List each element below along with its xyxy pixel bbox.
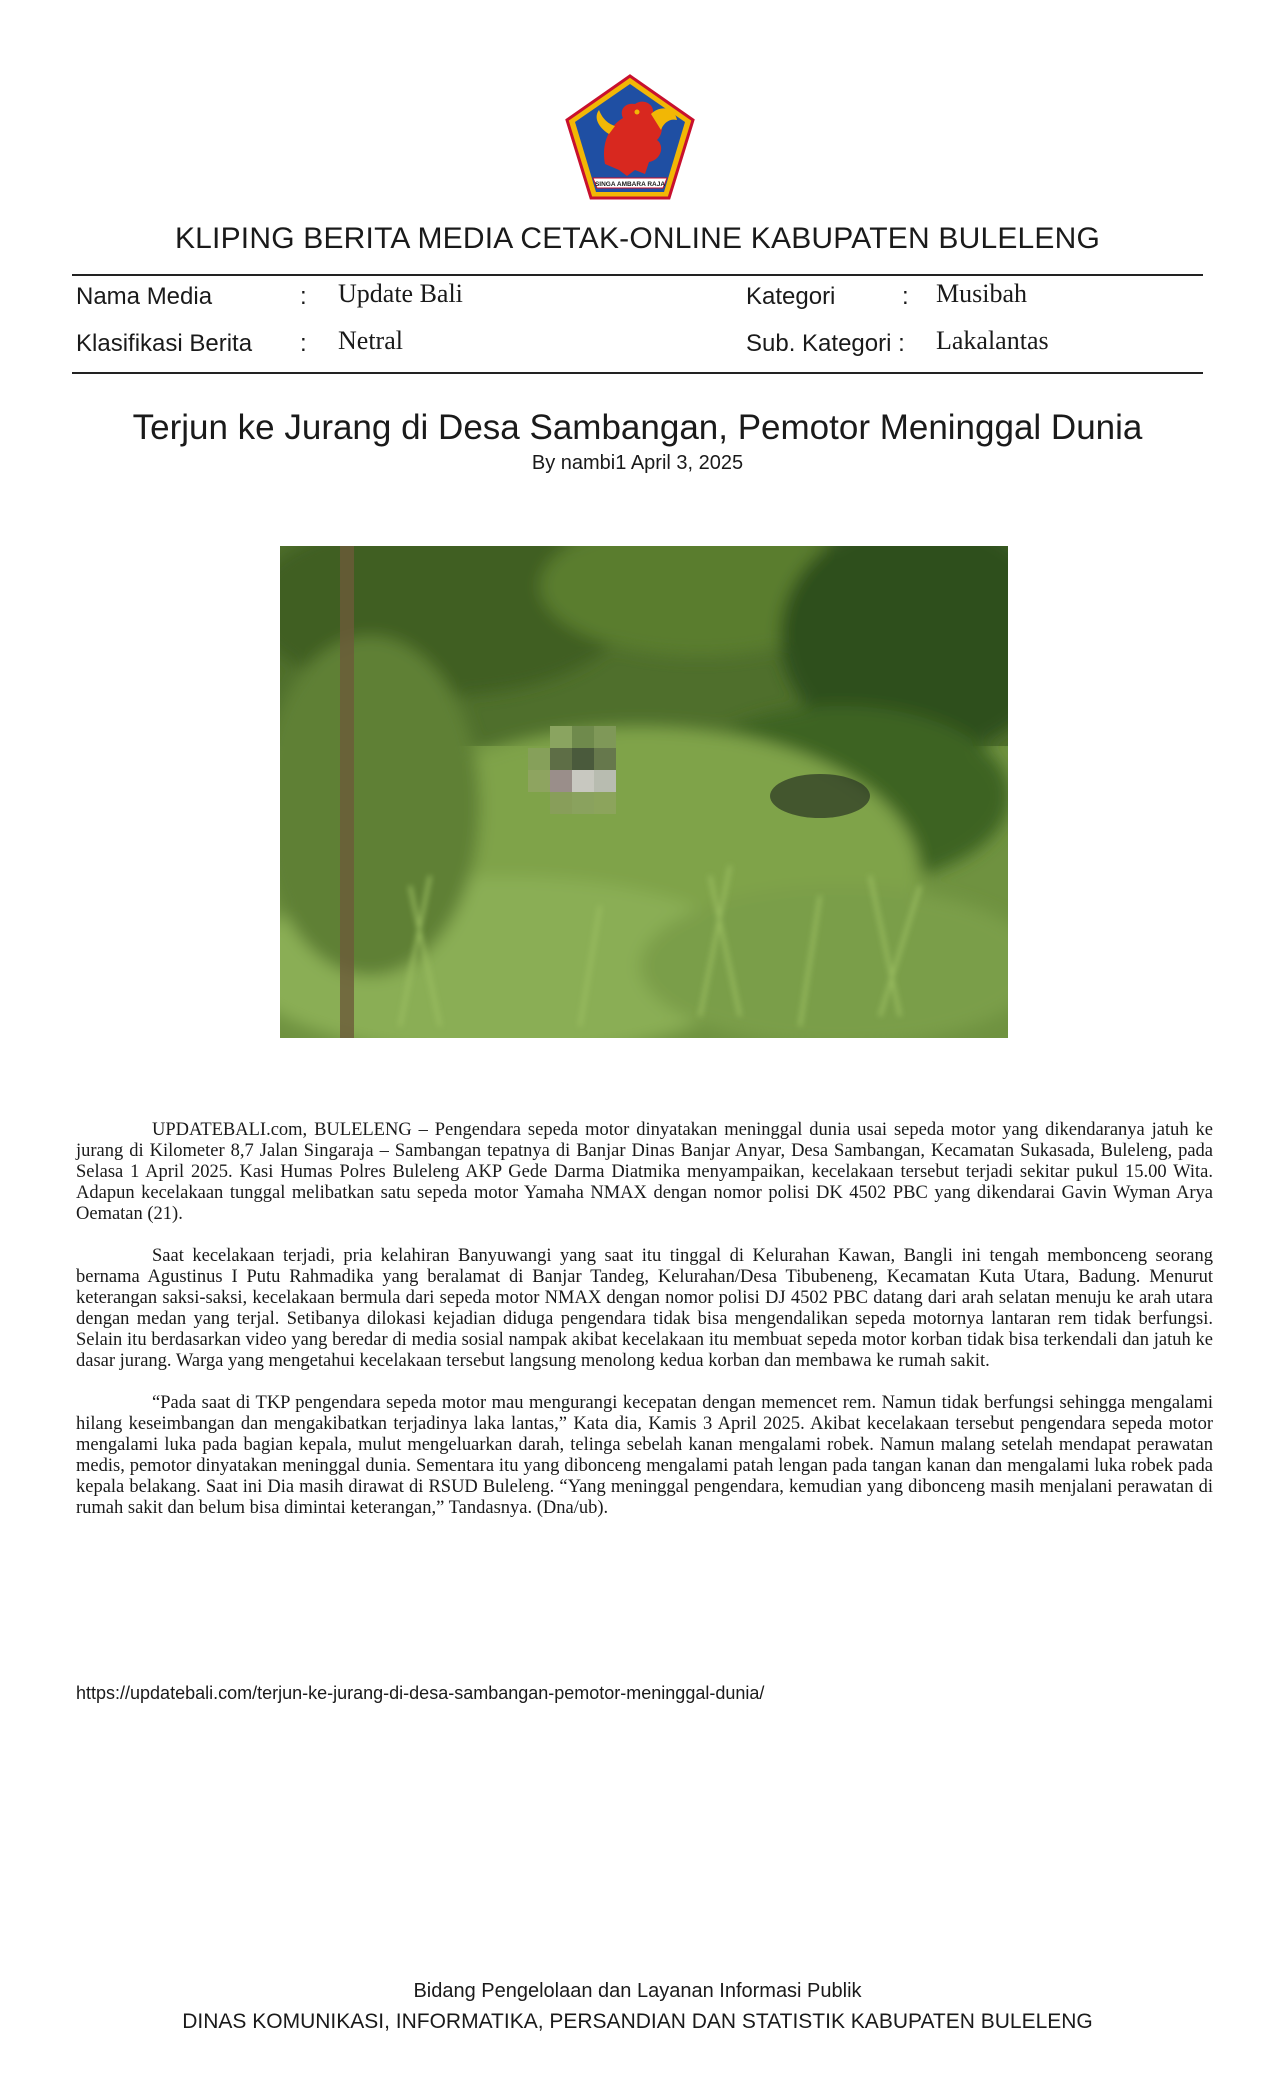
buleleng-emblem-logo xyxy=(565,74,695,201)
footer-agency: DINAS KOMUNIKASI, INFORMATIKA, PERSANDIAN DAN STATISTIK KABUPATEN BULELENG xyxy=(182,2010,1093,2033)
media-colon: : xyxy=(300,283,307,310)
article-photo xyxy=(280,546,1008,1038)
article-byline: By nambi1 April 3, 2025 xyxy=(531,452,744,474)
footer-department: Bidang Pengelolaan dan Layanan Informasi Publik xyxy=(413,1980,862,2002)
header-bottom-rule xyxy=(72,372,1203,374)
kategori-colon: : xyxy=(902,283,909,310)
klasifikasi-colon: : xyxy=(300,330,307,357)
media-value: Update Bali xyxy=(338,279,463,308)
klasifikasi-value: Netral xyxy=(338,326,403,355)
article-paragraph: “Pada saat di TKP pengendara sepeda motor mau mengurangi kecepatan dengan memencet rem. Namun tidak berfungsi sehingga mengalami hilang keseimbangan dan mengakibatkan terjadinya laka lantas,” Kata dia, Kamis 3 April 2025. Akibat kecelakaan tersebut pengendara sepeda motor mengalami luka pada bagian kepala, mulut mengeluarkan darah, telinga sebelah kanan mengalami robek. Namun malang setelah mendapat perawatan medis, pemotor dinyatakan meninggal dunia. Sementara itu yang dibonceng mengalami patah lengan pada tangan kanan dan mengalami luka robek pada kepala belakang. Saat ini Dia masih dirawat di RSUD Buleleng. “Yang meninggal pengendara, kemudian yang dibonceng masih menjalani perawatan di rumah sakit dan belum bisa dimintai keterangan,” Tandasnya. (Dna/ub). xyxy=(76,1393,1213,1518)
article-source-link[interactable]: https://updatebali.com/terjun-ke-jurang-di-desa-sambangan-pemotor-meninggal-dunia/ xyxy=(76,1683,765,1703)
logo-motto: SINGA AMBARA RAJA xyxy=(594,181,666,188)
kategori-label: Kategori xyxy=(746,283,836,310)
kategori-value: Musibah xyxy=(936,279,1027,308)
klasifikasi-label: Klasifikasi Berita xyxy=(76,330,253,357)
subkategori-label: Sub. Kategori : xyxy=(746,330,905,357)
header-top-rule xyxy=(72,274,1203,276)
article-paragraph: UPDATEBALI.com, BULELENG – Pengendara sepeda motor dinyatakan meninggal dunia usai sepeda motor yang dikendaranya jatuh ke jurang di Kilometer 8,7 Jalan Singaraja – Sambangan tepatnya di Banjar Dinas Banjar Anyar, Desa Sambangan, Kecamatan Sukasada, Buleleng, pada Selasa 1 April 2025. Kasi Humas Polres Buleleng AKP Gede Darma Diatmika menyampaikan, kecelakaan tersebut terjadi sekitar pukul 15.00 Wita. Adapun kecelakaan tunggal melibatkan satu sepeda motor Yamaha NMAX dengan nomor polisi DK 4502 PBC yang dikendarai Gavin Wyman Arya Oematan (21). xyxy=(76,1120,1213,1224)
header-title: KLIPING BERITA MEDIA CETAK-ONLINE KABUPATEN BULELENG xyxy=(174,222,1101,255)
article-body xyxy=(76,1120,1213,1540)
article-paragraph: Saat kecelakaan terjadi, pria kelahiran Banyuwangi yang saat itu tinggal di Kelurahan Kawan, Bangli ini tengah membonceng seorang bernama Agustinus I Putu Rahmadika yang beralamat di Banjar Tandeg, Kelurahan/Desa Tibubeneng, Kecamatan Kuta Utara, Badung. Menurut keterangan saksi-saksi, kecelakaan bermula dari sepeda motor NMAX dengan nomor polisi DJ 4502 PBC datang dari arah selatan menuju ke arah utara dengan medan yang terjal. Setibanya dilokasi kejadian diduga pengendara tidak bisa mengendalikan sepeda motornya lantaran rem tidak berfungsi. Selain itu berdasarkan video yang beredar di media sosial nampak akibat kecelakaan itu membuat sepeda motor korban tidak bisa terkendali dan jatuh ke dasar jurang. Warga yang mengetahui kecelakaan tersebut langsung menolong kedua korban dan membawa ke rumah sakit. xyxy=(76,1246,1213,1371)
subkategori-value: Lakalantas xyxy=(936,326,1049,355)
media-label: Nama Media xyxy=(76,283,213,310)
article-title: Terjun ke Jurang di Desa Sambangan, Pemotor Meninggal Dunia xyxy=(132,408,1143,447)
